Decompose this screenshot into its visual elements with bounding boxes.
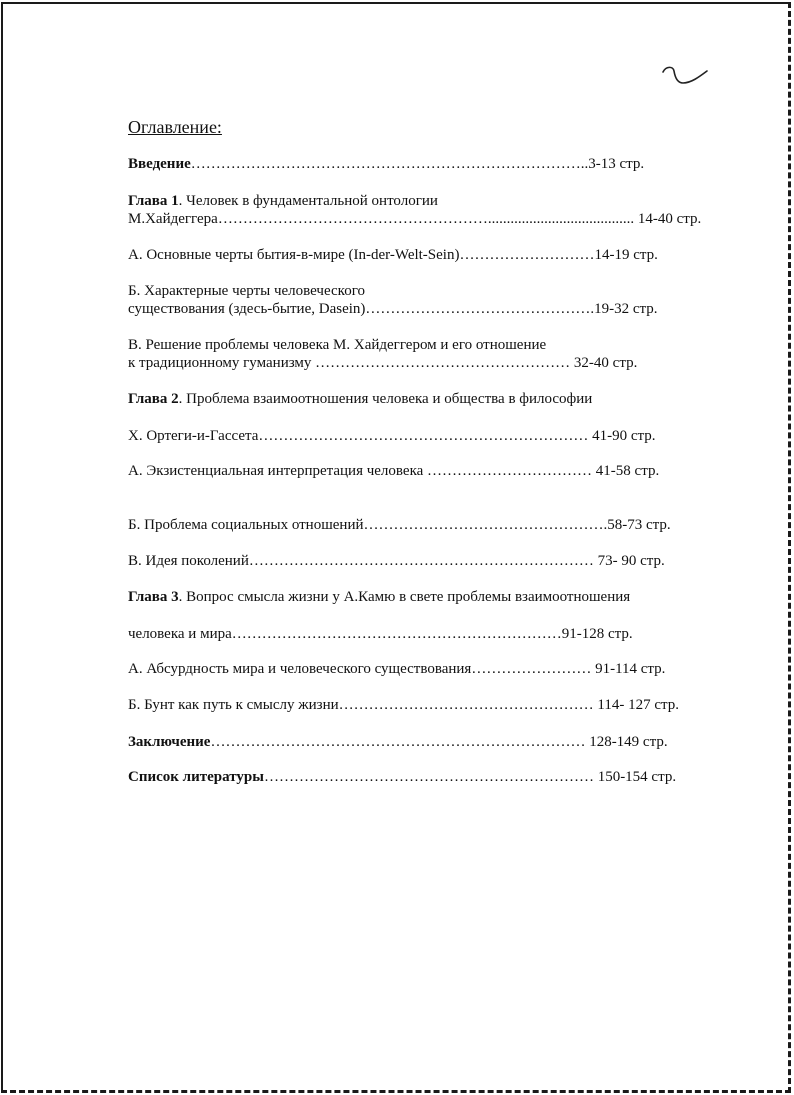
- entry-text: В. Идея поколений: [128, 553, 249, 569]
- toc-entry-2a: [128, 463, 659, 480]
- leader-dots: ………………………………………….: [363, 517, 608, 533]
- toc-entry-1c-cont: [128, 355, 637, 372]
- entry-text: Б. Характерные черты человеческого: [128, 283, 365, 299]
- entry-text: Б. Проблема социальных отношений: [128, 517, 364, 533]
- toc-entry-conclusion: [128, 734, 668, 751]
- chapter-label: Глава 1: [128, 193, 179, 209]
- entry-label: Заключение: [128, 734, 211, 750]
- toc-entry-chapter-2: [128, 391, 592, 408]
- entry-text: А. Основные черты бытия-в-мире (In-der-Welt-Sein): [128, 247, 460, 263]
- toc-entry-1b: [128, 283, 365, 300]
- entry-text: Х. Ортеги-и-Гассета: [128, 428, 259, 444]
- leader-dots: …………………………………………………………: [263, 769, 594, 785]
- toc-entry-chapter-1-cont: [128, 211, 701, 228]
- chapter-title: . Человек в фундаментальной онтологии: [178, 193, 438, 209]
- page-range: 41-90 стр.: [588, 428, 656, 444]
- leader-dots: …………………………………………………………: [231, 626, 562, 642]
- chapter-title: . Проблема взаимоотношения человека и общества в философии: [178, 391, 593, 407]
- page-range: 19-32 стр.: [594, 301, 658, 317]
- leader-dots: ……………………………………………………………………..: [190, 156, 589, 172]
- chapter-label: Глава 3: [128, 589, 179, 605]
- leader-dots: ………………………: [459, 247, 595, 263]
- page-range: 3-13 стр.: [588, 156, 645, 172]
- leader-dots: ……………………………………………………………: [248, 553, 594, 569]
- leader-dots: ……………………: [471, 661, 592, 677]
- handwritten-page-number: [660, 62, 712, 90]
- toc-title: Оглавление:: [128, 117, 222, 137]
- page-range: 41-58 стр.: [592, 463, 660, 479]
- entry-text: М.Хайдеггера: [128, 211, 218, 227]
- leader-dots: ……………………………………………: [311, 355, 571, 371]
- leader-dots: ……………………………: [427, 463, 593, 479]
- toc-entry-intro: [128, 156, 644, 173]
- toc-entry-chapter-2-cont: [128, 428, 656, 445]
- toc-entry-chapter-3-cont: [128, 626, 633, 643]
- toc-entry-2b: [128, 517, 671, 534]
- page-range: 58-73 стр.: [607, 517, 671, 533]
- toc-entry-chapter-1: [128, 193, 438, 210]
- leader-dots: ……………………………………………: [338, 697, 594, 713]
- entry-text: к традиционному гуманизму: [128, 355, 312, 371]
- entry-label: Список литературы: [128, 769, 264, 785]
- page-range: 128-149 стр.: [585, 734, 668, 750]
- page-range: 91-128 стр.: [561, 626, 633, 642]
- toc-entry-3b: [128, 697, 679, 714]
- leader-dots: …………………………………………………………: [258, 428, 589, 444]
- page-range: 114- 127 стр.: [593, 697, 679, 713]
- chapter-label: Глава 2: [128, 391, 179, 407]
- toc-entry-bibliography: [128, 769, 676, 786]
- toc-entry-1b-cont: [128, 301, 658, 318]
- entry-text: А. Экзистенциальная интерпретация человека: [128, 463, 428, 479]
- entry-text: существования (здесь-бытие, Dasein): [128, 301, 366, 317]
- toc-entry-chapter-3: [128, 589, 630, 606]
- page-range: 32-40 стр.: [570, 355, 638, 371]
- leader-dots: ……………………………………………….......................................: [217, 211, 635, 227]
- chapter-title: . Вопрос смысла жизни у А.Камю в свете проблемы взаимоотношения: [178, 589, 631, 605]
- page-range: 73- 90 стр.: [593, 553, 665, 569]
- entry-label: Введение: [128, 156, 191, 172]
- leader-dots: ……………………………………….: [365, 301, 595, 317]
- leader-dots: …………………………………………………………………: [210, 734, 586, 750]
- page-range: 14-19 стр.: [594, 247, 658, 263]
- page-range: 150-154 стр.: [593, 769, 677, 785]
- toc-entry-1a: [128, 247, 658, 264]
- toc-entry-1c: [128, 337, 546, 354]
- toc-entry-3a: [128, 661, 665, 678]
- entry-text: В. Решение проблемы человека М. Хайдеггером и его отношение: [128, 337, 547, 353]
- entry-text: Б. Бунт как путь к смыслу жизни: [128, 697, 339, 713]
- page-range: 14-40 стр.: [634, 211, 702, 227]
- entry-text: человека и мира: [128, 626, 232, 642]
- page-range: 91-114 стр.: [591, 661, 666, 677]
- toc-entry-2c: [128, 553, 665, 570]
- entry-text: А. Абсурдность мира и человеческого существования: [128, 661, 472, 677]
